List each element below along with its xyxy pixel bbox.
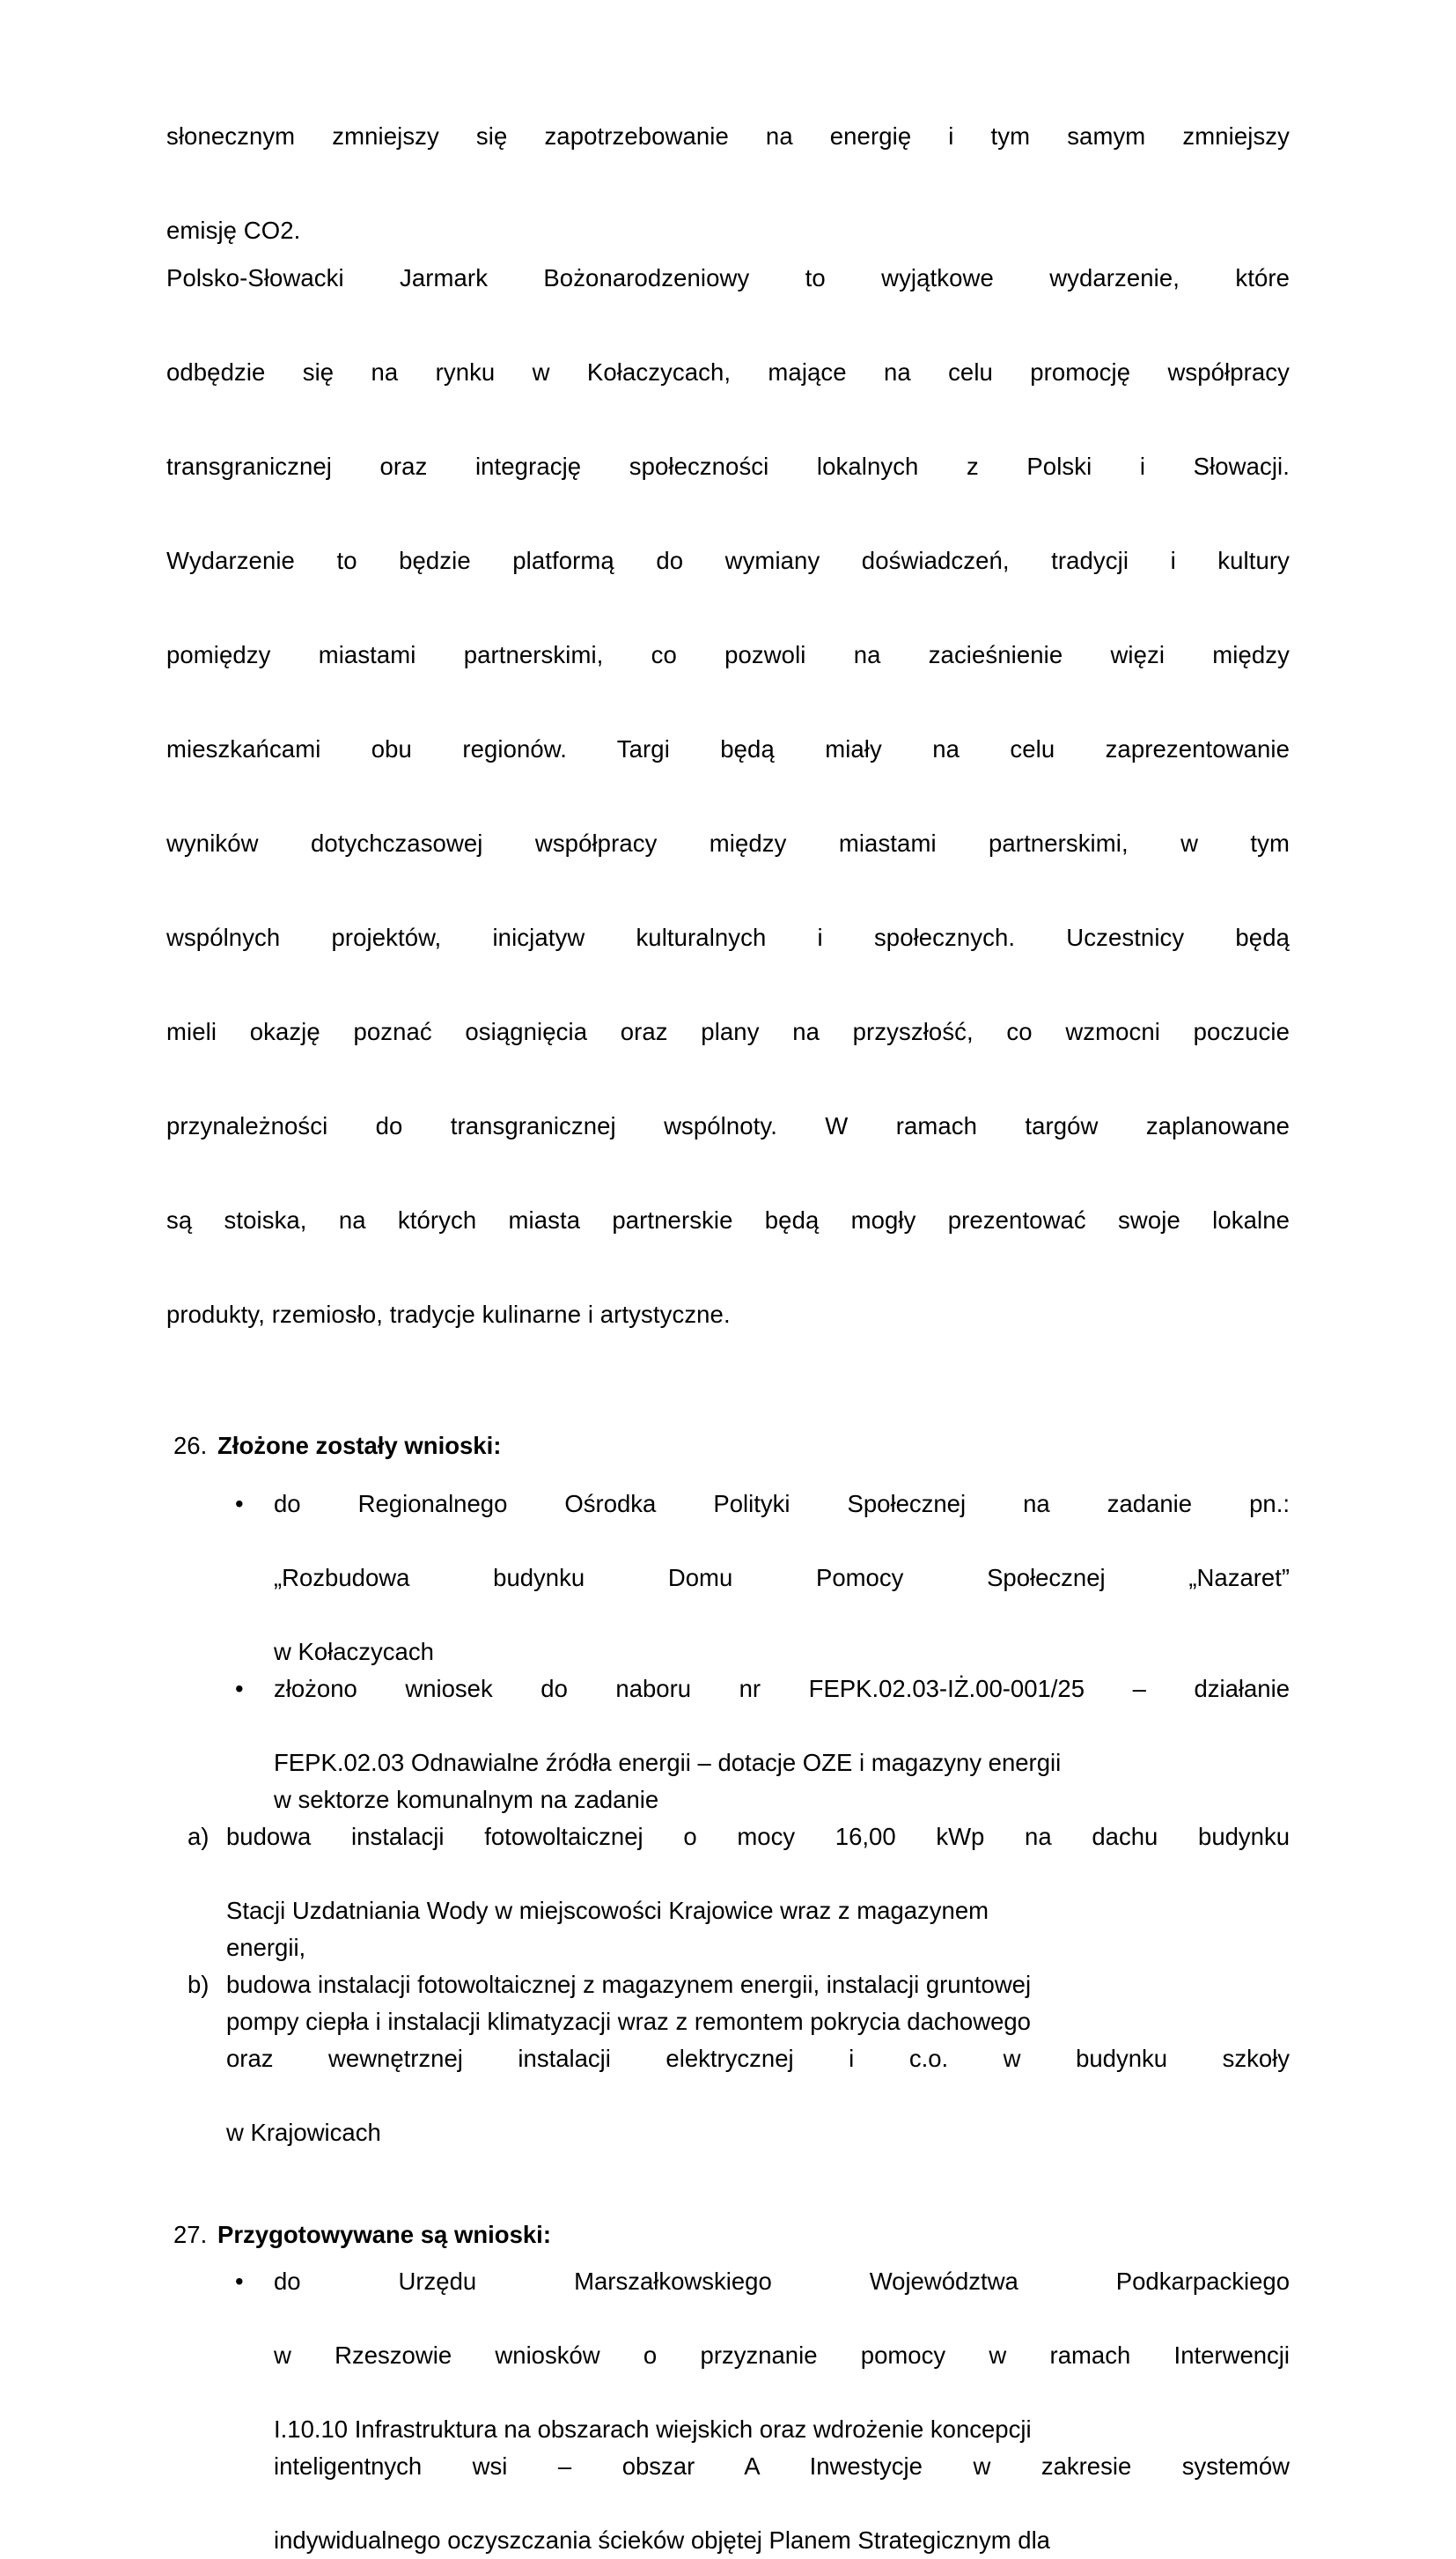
list-item-line: I.10.10 Infrastruktura na obszarach wiejskich oraz wdrożenie koncepcji — [274, 2415, 1032, 2443]
list-item-line: • do Regionalnego Ośrodka Polityki Społecznej na zadanie pn.: — [274, 1489, 1290, 1517]
list-item-marker: a) — [188, 1822, 210, 1850]
spacer — [166, 2151, 1290, 2211]
paragraph-line: przynależności do transgranicznej wspólnoty. W ramach targów zaplanowane — [166, 1111, 1290, 1139]
list-item-line: inteligentnych wsi – obszar A Inwestycje w zakresie systemów — [274, 2452, 1290, 2480]
list-item — [166, 1486, 1290, 1670]
paragraph-line: pomiędzy miastami partnerskimi, co pozwoli na zacieśnienie więzi między — [166, 640, 1290, 668]
list-item-line: budowa instalacji fotowoltaicznej o mocy 16,00 kWp na dachu budynku — [226, 1822, 1290, 1850]
section-number: 26. — [173, 1432, 208, 1459]
list-item-line: indywidualnego oczyszczania ścieków objętej Planem Strategicznym dla — [274, 2526, 1050, 2554]
paragraph-line: mieszkańcami obu regionów. Targi będą miały na celu zaprezentowanie — [166, 734, 1290, 763]
list-item — [166, 1818, 1290, 1966]
list-item-line: Stacji Uzdatniania Wody w miejscowości Krajowice wraz z magazynem — [226, 1896, 989, 1924]
list-item-line: oraz wewnętrznej instalacji elektrycznej i c.o. w budynku szkoły — [226, 2044, 1290, 2072]
section-title: Złożone zostały wnioski: — [217, 1432, 502, 1459]
letter-list-26 — [166, 1818, 1290, 2151]
list-item-line: w Krajowicach — [226, 2118, 381, 2146]
list-item-line: pompy ciepła i instalacji klimatyzacji wraz z remontem pokrycia dachowego — [226, 2007, 1031, 2035]
list-item — [166, 1966, 1290, 2151]
section-heading-27 — [166, 2211, 1290, 2259]
section-heading-26 — [166, 1422, 1290, 1470]
spacer — [166, 1470, 1290, 1486]
list-item-line: energii, — [226, 1933, 306, 1961]
list-item-line: „Rozbudowa budynku Domu Pomocy Społecznej „Nazaret” — [274, 1563, 1290, 1591]
paragraph-line: mieli okazję poznać osiągnięcia oraz plany na przyszłość, co wzmocni poczucie — [166, 1017, 1290, 1045]
paragraph-line: produkty, rzemiosło, tradycje kulinarne i artystyczne. — [166, 1300, 731, 1328]
paragraph-line: słonecznym zmniejszy się zapotrzebowanie na energię i tym samym zmniejszy — [166, 122, 1290, 150]
list-item — [166, 1670, 1290, 1818]
paragraph-line: Wydarzenie to będzie platformą do wymiany doświadczeń, tradycji i kultury — [166, 546, 1290, 574]
paragraph-line: wyników dotychczasowej współpracy między miastami partnerskimi, w tym — [166, 829, 1290, 857]
paragraph-energy — [166, 113, 1290, 254]
list-item-line: • złożono wniosek do naboru nr FEPK.02.03-IŻ.00-001/25 – działanie — [274, 1674, 1290, 1702]
paragraph-line: Polsko-Słowacki Jarmark Bożonarodzeniowy to wyjątkowe wydarzenie, które — [166, 263, 1290, 291]
document-content — [166, 113, 1290, 2559]
list-item-line: FEPK.02.03 Odnawialne źródła energii – dotacje OZE i magazyny energii — [274, 1748, 1062, 1776]
paragraph-line: wspólnych projektów, inicjatyw kulturalnych i społecznych. Uczestnicy będą — [166, 923, 1290, 951]
paragraph-line: odbędzie się na rynku w Kołaczycach, mające na celu promocję współpracy — [166, 358, 1290, 386]
list-item-line: w Kołaczycach — [274, 1637, 434, 1665]
spacer — [166, 1338, 1290, 1422]
section-title: Przygotowywane są wnioski: — [217, 2220, 551, 2248]
bullet-list-26 — [166, 1486, 1290, 1818]
bullet-list-27 — [166, 2263, 1290, 2559]
list-item-line: • do Urzędu Marszałkowskiego Województwa Podkarpackiego — [274, 2268, 1290, 2295]
paragraph-line: transgranicznej oraz integrację społeczności lokalnych z Polski i Słowacji. — [166, 452, 1290, 480]
paragraph-line: są stoiska, na których miasta partnerskie będą mogły prezentować swoje lokalne — [166, 1206, 1290, 1234]
list-item-line: w sektorze komunalnym na zadanie — [274, 1785, 659, 1813]
list-item — [166, 2263, 1290, 2559]
list-item-line: budowa instalacji fotowoltaicznej z magazynem energii, instalacji gruntowej — [226, 1970, 1032, 1998]
list-item-line: w Rzeszowie wniosków o przyznanie pomocy w ramach Interwencji — [274, 2341, 1290, 2369]
section-number: 27. — [173, 2220, 208, 2248]
paragraph-jarmark — [166, 254, 1290, 1338]
list-item-marker: b) — [188, 1970, 210, 1998]
paragraph-line: emisję CO2. — [166, 217, 301, 244]
